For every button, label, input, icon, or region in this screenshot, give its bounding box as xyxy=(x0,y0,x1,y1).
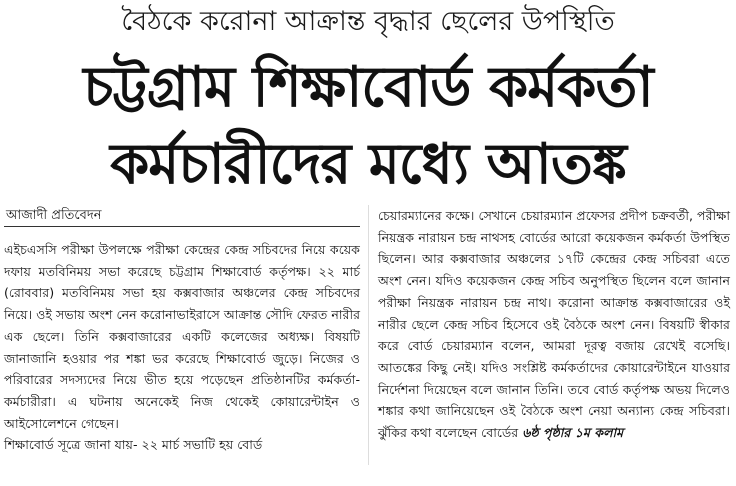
article-paragraph: শিক্ষাবোর্ড সূত্রে জানা যায়- ২২ মার্চ সভাটি হয় বোর্ড xyxy=(4,437,263,453)
kicker-headline: বৈঠকে করোনা আক্রান্ত বৃদ্ধার ছেলের উপস্থিতি xyxy=(121,6,615,37)
article-paragraph: এইচএসসি পরীক্ষা উপলক্ষে পরীক্ষা কেন্দ্রের কেন্দ্র সচিবদের নিয়ে কয়েক দফায় মতবিনিময় সভা করেছে চট্টগ্রাম শিক্ষাবোর্ড কর্তৃপক্ষ। ২২ মার্চ (রোববার) মতবিনিময় সভা হয় কক্সবাজার অঞ্চলের কেন্দ্র সচিবদের নিয়ে। ওই সভায় অংশ নেন করোনাভাইরাসে আক্রান্ত সৌদি ফেরত নারীর এক ছেলে। তিনি কক্সবাজারের একটি কলেজের অধ্যক্ষ। বিষয়টি জানাজানি হওয়ার পর শঙ্কা ভর করেছে শিক্ষাবোর্ড জুড়ে। নিজের ও পরিবারের সদস্যদের নিয়ে ভীত হয়ে পড়েছেন প্রতিষ্ঠানটির কর্মকর্তা-কর্মচারীরা। এ ঘটনায় অনেকেই নিজ থেকেই কোয়ারেন্টাইন ও আইসোলেশনে গেছেন। xyxy=(4,242,360,431)
byline xyxy=(4,204,360,227)
article-column-right xyxy=(378,205,730,444)
main-headline-line-2: কর্মচারীদের মধ্যে আতঙ্ক xyxy=(110,132,626,197)
byline-text: আজাদী প্রতিবেদন xyxy=(6,208,102,223)
main-headline-line-1: চট্টগ্রাম শিক্ষাবোর্ড কর্মকর্তা xyxy=(83,55,653,120)
article-column-left xyxy=(4,239,360,456)
continued-on-page-link: ৬ষ্ঠ পৃষ্ঠার ১ম কলাম xyxy=(522,425,624,441)
article-text: চেয়ারম্যানের কক্ষে। সেখানে চেয়ারম্যান প্রফেসর প্রদীপ চক্রবর্তী, পরীক্ষা নিয়ন্ত্রক নারায়ন চন্দ্র নাথসহ বোর্ডের আরো কয়েকজন কর্মকর্তা উপস্থিত ছিলেন। আর কক্সবাজার অঞ্চলের ১৭টি কেন্দ্রের কেন্দ্র সচিবরা এতে অংশ নেন। যদিও কয়েকজন কেন্দ্র সচিব অনুপস্থিত ছিলেন বলে জানান পরীক্ষা নিয়ন্ত্রক নারায়ন চন্দ্র নাথ। করোনা আক্রান্ত কক্সবাজারের ওই নারীর ছেলে কেন্দ্র সচিব হিসেবে ওই বৈঠকে অংশ নেন। বিষয়টি স্বীকার করে বোর্ড চেয়ারম্যান বলেন, আমরা দূরত্ব বজায় রেখেই বসেছি। আতঙ্কের কিছু নেই। যদিও সংশ্লিষ্ট কর্মকর্তাদের কোয়ারেন্টাইনে যাওয়ার নির্দেশনা দিয়েছেন বলে জানান তিনি। তবে বোর্ড কর্তৃপক্ষ অভয় দিলেও শঙ্কার কথা জানিয়েছেন ওই বৈঠকে অংশ নেয়া অন্যান্য কেন্দ্র সচিবরা। ঝুঁকির কথা বলেছেন বোর্ডের xyxy=(378,208,730,441)
column-divider xyxy=(368,205,369,465)
article-paragraph xyxy=(378,205,730,444)
